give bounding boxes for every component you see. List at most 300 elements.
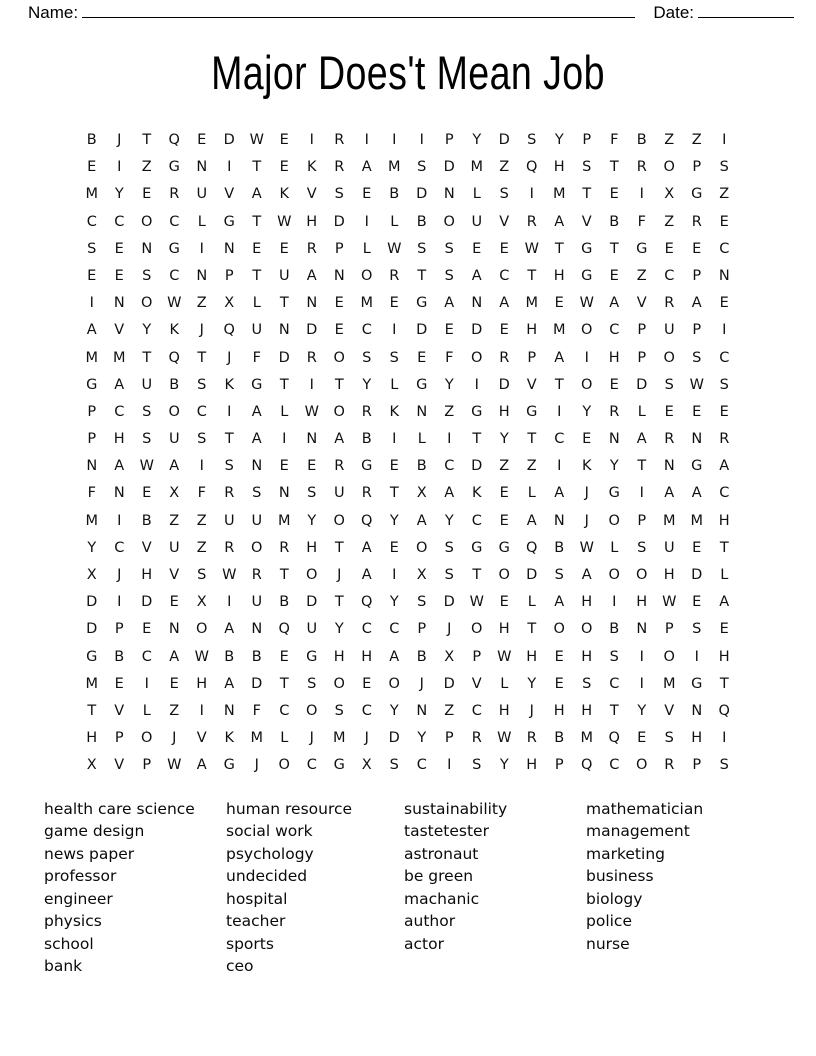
grid-letter[interactable]: V — [169, 567, 180, 583]
grid-letter[interactable]: T — [417, 267, 427, 284]
grid-letter[interactable]: O — [471, 349, 483, 366]
grid-letter[interactable]: P — [692, 159, 702, 176]
grid-letter[interactable]: I — [639, 186, 644, 203]
grid-letter[interactable]: T — [197, 349, 207, 366]
word-list-item[interactable]: biology — [586, 889, 643, 908]
grid-letter[interactable]: C — [361, 621, 372, 638]
grid-letter[interactable]: J — [172, 730, 177, 747]
grid-letter[interactable]: H — [306, 213, 318, 230]
grid-letter[interactable]: U — [141, 376, 153, 393]
grid-letter[interactable]: M — [250, 730, 263, 747]
grid-letter[interactable]: E — [637, 730, 647, 747]
grid-letter[interactable]: E — [114, 240, 124, 257]
grid-letter[interactable]: H — [581, 648, 593, 665]
grid-letter[interactable]: S — [417, 240, 427, 257]
grid-letter[interactable]: R — [664, 431, 675, 448]
grid-letter[interactable]: O — [663, 648, 675, 665]
grid-letter[interactable]: R — [526, 213, 537, 230]
grid-letter[interactable]: Y — [389, 512, 399, 529]
grid-letter[interactable]: L — [280, 730, 289, 747]
grid-letter[interactable]: D — [443, 594, 455, 611]
grid-letter[interactable]: M — [580, 730, 593, 747]
grid-letter[interactable]: P — [692, 757, 702, 774]
grid-letter[interactable]: U — [333, 485, 345, 502]
grid-letter[interactable]: R — [224, 539, 235, 556]
grid-letter[interactable]: A — [361, 159, 372, 176]
grid-letter[interactable]: S — [719, 159, 729, 176]
grid-letter[interactable]: W — [167, 757, 182, 774]
grid-letter[interactable]: W — [139, 458, 154, 475]
grid-letter[interactable]: X — [416, 485, 427, 502]
grid-letter[interactable]: K — [169, 322, 179, 339]
grid-letter[interactable]: R — [499, 349, 510, 366]
grid-letter[interactable]: H — [691, 730, 703, 747]
grid-letter[interactable]: V — [114, 702, 125, 719]
grid-letter[interactable]: C — [719, 485, 730, 502]
grid-letter[interactable]: A — [719, 594, 730, 611]
grid-letter[interactable]: C — [169, 267, 180, 284]
grid-letter[interactable]: G — [526, 403, 538, 420]
grid-letter[interactable]: B — [416, 213, 427, 230]
grid-letter[interactable]: D — [388, 730, 400, 747]
grid-letter[interactable]: P — [637, 322, 647, 339]
grid-letter[interactable]: R — [719, 431, 730, 448]
grid-letter[interactable]: I — [144, 675, 149, 692]
grid-letter[interactable]: N — [141, 240, 153, 257]
grid-letter[interactable]: A — [114, 458, 125, 475]
grid-letter[interactable]: U — [223, 512, 235, 529]
grid-letter[interactable]: I — [584, 349, 589, 366]
grid-letter[interactable]: B — [416, 458, 427, 475]
grid-letter[interactable]: E — [87, 267, 97, 284]
grid-letter[interactable]: C — [114, 213, 125, 230]
grid-letter[interactable]: E — [444, 322, 454, 339]
grid-letter[interactable]: O — [388, 675, 400, 692]
grid-letter[interactable]: O — [608, 512, 620, 529]
grid-letter[interactable]: S — [252, 485, 262, 502]
grid-letter[interactable]: G — [691, 675, 703, 692]
grid-letter[interactable]: H — [663, 567, 675, 583]
grid-letter[interactable]: C — [86, 213, 97, 230]
grid-letter[interactable]: E — [279, 159, 289, 176]
grid-letter[interactable]: R — [251, 567, 262, 583]
grid-letter[interactable]: O — [636, 567, 648, 583]
grid-letter[interactable]: O — [636, 757, 648, 774]
grid-letter[interactable]: B — [636, 132, 647, 148]
grid-letter[interactable]: A — [169, 648, 180, 665]
grid-letter[interactable]: J — [584, 512, 589, 529]
grid-letter[interactable]: P — [87, 431, 97, 448]
grid-letter[interactable]: P — [224, 267, 234, 284]
grid-letter[interactable]: T — [527, 621, 537, 638]
grid-letter[interactable]: H — [526, 757, 538, 774]
grid-letter[interactable]: U — [251, 322, 263, 339]
grid-letter[interactable]: O — [443, 213, 455, 230]
grid-letter[interactable]: B — [279, 594, 290, 611]
grid-letter[interactable]: T — [279, 376, 289, 393]
grid-letter[interactable]: S — [197, 431, 207, 448]
word-list-item[interactable]: social work — [226, 822, 313, 840]
grid-letter[interactable]: L — [142, 702, 151, 719]
grid-letter[interactable]: N — [691, 431, 703, 448]
grid-letter[interactable]: E — [142, 186, 152, 203]
grid-letter[interactable]: H — [141, 567, 153, 583]
grid-letter[interactable]: R — [334, 159, 345, 176]
grid-letter[interactable]: T — [582, 186, 592, 203]
grid-letter[interactable]: C — [499, 267, 510, 284]
grid-letter[interactable]: G — [333, 757, 345, 774]
grid-letter[interactable]: C — [416, 757, 427, 774]
grid-letter[interactable]: R — [389, 267, 400, 284]
grid-letter[interactable]: L — [472, 186, 481, 203]
grid-letter[interactable]: Z — [719, 186, 730, 203]
grid-letter[interactable]: N — [251, 621, 263, 638]
grid-letter[interactable]: M — [662, 675, 676, 692]
grid-letter[interactable]: I — [199, 702, 204, 719]
grid-letter[interactable]: A — [499, 295, 510, 312]
grid-letter[interactable]: Y — [527, 675, 537, 692]
grid-letter[interactable]: R — [224, 485, 235, 502]
grid-letter[interactable]: O — [663, 349, 675, 366]
grid-letter[interactable]: T — [472, 431, 482, 448]
grid-letter[interactable]: Z — [196, 295, 207, 312]
grid-letter[interactable]: E — [499, 485, 509, 502]
grid-letter[interactable]: I — [612, 594, 617, 611]
grid-letter[interactable]: I — [392, 132, 397, 148]
word-list-item[interactable]: game design — [44, 822, 145, 840]
grid-letter[interactable]: A — [691, 295, 702, 312]
grid-letter[interactable]: W — [579, 539, 594, 556]
grid-letter[interactable]: Q — [718, 702, 730, 719]
grid-letter[interactable]: O — [141, 730, 153, 747]
grid-letter[interactable]: D — [526, 567, 538, 583]
grid-letter[interactable]: G — [608, 485, 620, 502]
grid-letter[interactable]: R — [664, 295, 675, 312]
grid-letter[interactable]: S — [637, 539, 647, 556]
grid-letter[interactable]: N — [718, 267, 730, 284]
grid-letter[interactable]: H — [526, 322, 538, 339]
grid-letter[interactable]: A — [526, 512, 537, 529]
grid-letter[interactable]: D — [141, 594, 153, 611]
grid-letter[interactable]: H — [361, 648, 373, 665]
grid-letter[interactable]: N — [663, 458, 675, 475]
grid-letter[interactable]: I — [117, 512, 122, 529]
grid-letter[interactable]: H — [113, 431, 125, 448]
grid-letter[interactable]: E — [114, 675, 124, 692]
grid-letter[interactable]: S — [417, 594, 427, 611]
grid-letter[interactable]: O — [141, 213, 153, 230]
grid-letter[interactable]: I — [474, 376, 479, 393]
word-list-item[interactable]: sports — [226, 934, 274, 953]
grid-letter[interactable]: C — [664, 267, 675, 284]
grid-letter[interactable]: M — [85, 186, 98, 203]
grid-letter[interactable]: R — [306, 349, 317, 366]
grid-letter[interactable]: D — [86, 621, 98, 638]
grid-letter[interactable]: M — [85, 512, 98, 529]
grid-letter[interactable]: R — [609, 403, 620, 420]
word-list-item[interactable]: human resource — [226, 799, 353, 818]
grid-letter[interactable]: T — [87, 702, 97, 719]
grid-letter[interactable]: Q — [526, 159, 538, 176]
grid-letter[interactable]: Z — [444, 403, 455, 420]
grid-letter[interactable]: I — [639, 648, 644, 665]
grid-letter[interactable]: T — [527, 431, 537, 448]
grid-letter[interactable]: Y — [637, 702, 647, 719]
grid-letter[interactable]: S — [527, 132, 537, 148]
grid-letter[interactable]: M — [387, 159, 401, 176]
grid-letter[interactable]: Y — [444, 376, 454, 393]
grid-letter[interactable]: A — [691, 485, 702, 502]
grid-letter[interactable]: E — [664, 240, 674, 257]
grid-letter[interactable]: E — [307, 458, 317, 475]
grid-letter[interactable]: T — [389, 485, 399, 502]
grid-letter[interactable]: E — [279, 458, 289, 475]
grid-letter[interactable]: S — [307, 675, 317, 692]
grid-letter[interactable]: U — [196, 186, 208, 203]
grid-letter[interactable]: I — [722, 730, 727, 747]
grid-letter[interactable]: I — [722, 132, 727, 148]
grid-letter[interactable]: B — [141, 512, 152, 529]
grid-letter[interactable]: L — [252, 295, 261, 312]
grid-letter[interactable]: T — [334, 376, 344, 393]
grid-letter[interactable]: R — [169, 186, 180, 203]
grid-letter[interactable]: G — [691, 186, 703, 203]
grid-letter[interactable]: C — [196, 403, 207, 420]
grid-letter[interactable]: S — [334, 186, 344, 203]
grid-letter[interactable]: C — [719, 240, 730, 257]
grid-letter[interactable]: E — [279, 240, 289, 257]
grid-letter[interactable]: O — [278, 757, 290, 774]
grid-letter[interactable]: O — [333, 403, 345, 420]
grid-letter[interactable]: J — [584, 485, 589, 502]
grid-letter[interactable]: S — [87, 240, 97, 257]
grid-letter[interactable]: A — [224, 621, 235, 638]
grid-letter[interactable]: K — [224, 376, 234, 393]
grid-letter[interactable]: E — [609, 376, 619, 393]
grid-letter[interactable]: G — [361, 458, 373, 475]
grid-letter[interactable]: A — [361, 567, 372, 583]
grid-letter[interactable]: E — [142, 621, 152, 638]
grid-letter[interactable]: E — [609, 267, 619, 284]
grid-letter[interactable]: S — [307, 485, 317, 502]
grid-letter[interactable]: V — [141, 539, 152, 556]
grid-letter[interactable]: Q — [608, 730, 620, 747]
grid-letter[interactable]: G — [636, 240, 648, 257]
grid-letter[interactable]: D — [471, 322, 483, 339]
grid-letter[interactable]: S — [224, 458, 234, 475]
grid-letter[interactable]: W — [167, 295, 182, 312]
grid-letter[interactable]: T — [142, 349, 152, 366]
grid-letter[interactable]: E — [417, 349, 427, 366]
grid-letter[interactable]: S — [389, 349, 399, 366]
grid-letter[interactable]: N — [86, 458, 98, 475]
grid-letter[interactable]: M — [525, 295, 538, 312]
grid-letter[interactable]: T — [719, 539, 729, 556]
grid-letter[interactable]: E — [692, 539, 702, 556]
grid-letter[interactable]: E — [362, 675, 372, 692]
grid-letter[interactable]: A — [664, 485, 675, 502]
grid-letter[interactable]: Z — [499, 458, 510, 475]
grid-letter[interactable]: N — [553, 512, 565, 529]
grid-letter[interactable]: U — [663, 322, 675, 339]
grid-letter[interactable]: D — [471, 458, 483, 475]
grid-letter[interactable]: I — [282, 431, 287, 448]
grid-letter[interactable]: X — [361, 757, 372, 774]
grid-letter[interactable]: C — [471, 512, 482, 529]
grid-letter[interactable]: W — [304, 403, 319, 420]
grid-letter[interactable]: J — [364, 730, 369, 747]
grid-letter[interactable]: E — [279, 132, 289, 148]
word-list-item[interactable]: news paper — [44, 844, 135, 863]
grid-letter[interactable]: Z — [444, 702, 455, 719]
grid-letter[interactable]: A — [169, 458, 180, 475]
grid-letter[interactable]: H — [553, 267, 565, 284]
grid-letter[interactable]: L — [527, 485, 536, 502]
grid-letter[interactable]: H — [553, 159, 565, 176]
grid-letter[interactable]: Z — [526, 458, 537, 475]
grid-letter[interactable]: Z — [169, 512, 180, 529]
grid-letter[interactable]: F — [445, 349, 454, 366]
grid-letter[interactable]: S — [499, 186, 509, 203]
grid-letter[interactable]: A — [334, 431, 345, 448]
word-list-item[interactable]: sustainability — [404, 799, 508, 818]
grid-letter[interactable]: B — [609, 621, 620, 638]
grid-letter[interactable]: C — [554, 431, 565, 448]
grid-letter[interactable]: A — [389, 648, 400, 665]
grid-letter[interactable]: J — [117, 132, 122, 148]
grid-letter[interactable]: C — [169, 213, 180, 230]
grid-letter[interactable]: B — [169, 376, 180, 393]
grid-letter[interactable]: Z — [169, 702, 180, 719]
grid-letter[interactable]: O — [251, 539, 263, 556]
grid-letter[interactable]: L — [390, 213, 399, 230]
grid-letter[interactable]: B — [554, 730, 565, 747]
grid-letter[interactable]: K — [224, 730, 234, 747]
grid-letter[interactable]: E — [334, 295, 344, 312]
grid-letter[interactable]: I — [529, 186, 534, 203]
grid-letter[interactable]: L — [417, 431, 426, 448]
grid-letter[interactable]: T — [609, 702, 619, 719]
grid-letter[interactable]: O — [333, 349, 345, 366]
grid-letter[interactable]: H — [608, 349, 620, 366]
grid-letter[interactable]: L — [197, 213, 206, 230]
grid-letter[interactable]: M — [277, 512, 291, 529]
grid-letter[interactable]: M — [690, 512, 703, 529]
grid-letter[interactable]: Y — [499, 757, 509, 774]
grid-letter[interactable]: W — [469, 594, 484, 611]
grid-letter[interactable]: W — [689, 376, 704, 393]
grid-letter[interactable]: Y — [582, 403, 592, 420]
grid-letter[interactable]: O — [498, 567, 510, 583]
grid-letter[interactable]: Z — [636, 267, 647, 284]
grid-letter[interactable]: A — [224, 675, 235, 692]
grid-letter[interactable]: O — [581, 322, 593, 339]
grid-letter[interactable]: X — [196, 594, 207, 611]
grid-letter[interactable]: E — [87, 159, 97, 176]
word-list-item[interactable]: physics — [44, 912, 102, 930]
grid-letter[interactable]: S — [554, 567, 564, 583]
grid-letter[interactable]: D — [278, 349, 290, 366]
grid-letter[interactable]: A — [251, 403, 262, 420]
grid-letter[interactable]: E — [472, 240, 482, 257]
grid-letter[interactable]: I — [639, 485, 644, 502]
grid-letter[interactable]: O — [361, 267, 373, 284]
grid-letter[interactable]: P — [334, 240, 344, 257]
grid-letter[interactable]: M — [332, 730, 346, 747]
word-search-grid[interactable] — [78, 127, 738, 780]
grid-letter[interactable]: T — [472, 567, 482, 583]
grid-letter[interactable]: Q — [278, 621, 290, 638]
grid-letter[interactable]: J — [529, 702, 534, 719]
grid-letter[interactable]: L — [637, 403, 646, 420]
grid-letter[interactable]: G — [581, 240, 593, 257]
grid-letter[interactable]: G — [471, 403, 483, 420]
grid-letter[interactable]: Q — [361, 512, 373, 529]
grid-letter[interactable]: P — [444, 132, 454, 148]
grid-letter[interactable]: B — [224, 648, 235, 665]
grid-letter[interactable]: B — [361, 431, 372, 448]
date-write-in-line[interactable] — [698, 4, 794, 18]
grid-letter[interactable]: C — [361, 702, 372, 719]
grid-letter[interactable]: Q — [361, 594, 373, 611]
grid-letter[interactable]: H — [498, 621, 510, 638]
grid-letter[interactable]: I — [227, 594, 232, 611]
grid-letter[interactable]: N — [416, 702, 428, 719]
grid-letter[interactable]: G — [471, 539, 483, 556]
grid-letter[interactable]: I — [557, 458, 562, 475]
grid-letter[interactable]: U — [168, 539, 180, 556]
grid-letter[interactable]: S — [444, 240, 454, 257]
word-list-item[interactable]: nurse — [586, 934, 630, 953]
grid-letter[interactable]: J — [337, 567, 342, 583]
grid-letter[interactable]: I — [447, 757, 452, 774]
grid-letter[interactable]: C — [609, 757, 620, 774]
grid-letter[interactable]: B — [86, 132, 97, 148]
grid-letter[interactable]: R — [306, 240, 317, 257]
word-list-item[interactable]: author — [404, 912, 456, 930]
grid-letter[interactable]: I — [392, 431, 397, 448]
grid-letter[interactable]: T — [609, 159, 619, 176]
grid-letter[interactable]: E — [554, 648, 564, 665]
grid-letter[interactable]: M — [360, 295, 373, 312]
grid-letter[interactable]: J — [419, 675, 424, 692]
grid-letter[interactable]: I — [227, 403, 232, 420]
grid-letter[interactable]: B — [251, 648, 262, 665]
grid-letter[interactable]: G — [306, 648, 318, 665]
grid-letter[interactable]: V — [114, 322, 125, 339]
grid-letter[interactable]: T — [554, 240, 564, 257]
grid-letter[interactable]: X — [224, 295, 235, 312]
grid-letter[interactable]: U — [663, 539, 675, 556]
grid-letter[interactable]: G — [86, 376, 98, 393]
grid-letter[interactable]: E — [389, 539, 399, 556]
grid-letter[interactable]: P — [637, 349, 647, 366]
grid-letter[interactable]: O — [608, 567, 620, 583]
grid-letter[interactable]: P — [142, 757, 152, 774]
grid-letter[interactable]: F — [252, 702, 261, 719]
grid-letter[interactable]: J — [309, 730, 314, 747]
grid-letter[interactable]: S — [582, 159, 592, 176]
grid-letter[interactable]: T — [279, 567, 289, 583]
grid-letter[interactable]: S — [417, 159, 427, 176]
grid-letter[interactable]: R — [526, 730, 537, 747]
word-list-item[interactable]: hospital — [226, 889, 288, 908]
grid-letter[interactable]: J — [447, 621, 452, 638]
grid-letter[interactable]: R — [334, 132, 345, 148]
grid-letter[interactable]: D — [498, 376, 510, 393]
grid-letter[interactable]: S — [362, 349, 372, 366]
grid-letter[interactable]: I — [447, 431, 452, 448]
